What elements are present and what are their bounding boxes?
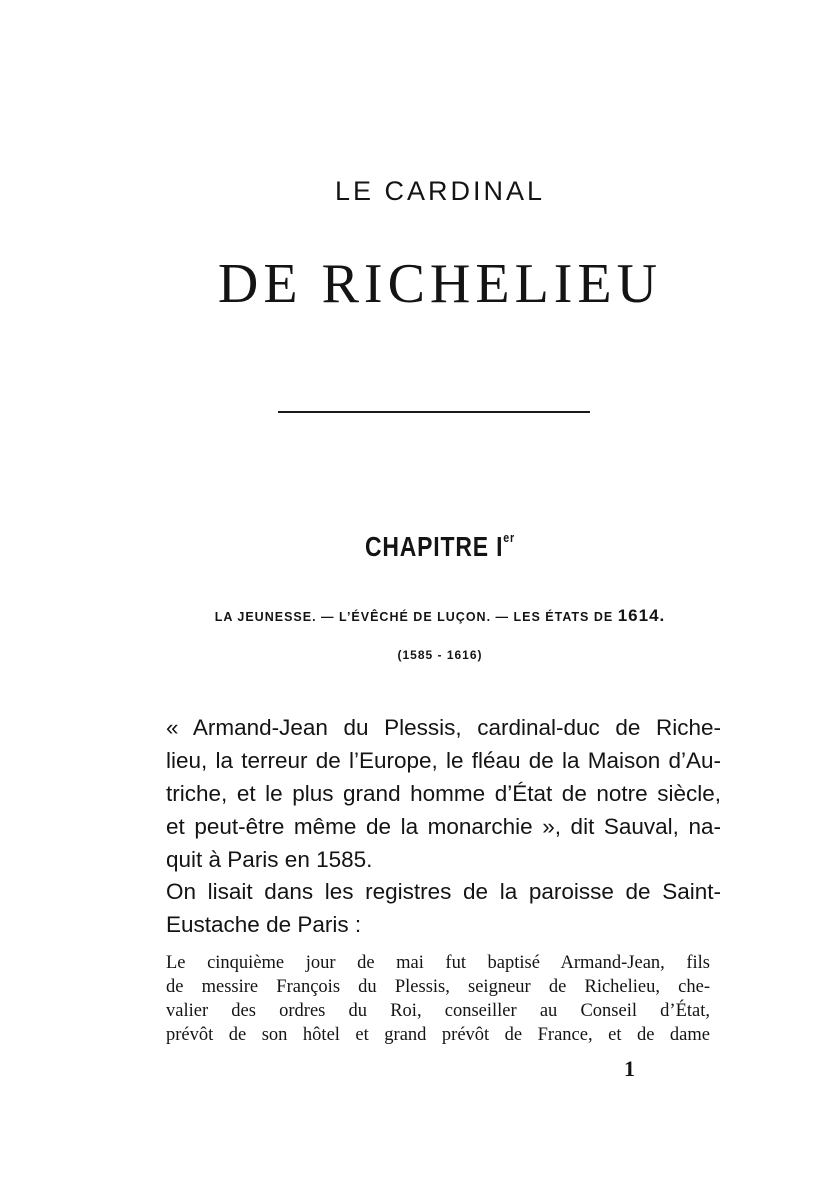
paragraph-line: quit à Paris en 1585. bbox=[166, 847, 373, 872]
chapter-subtitle-text: LA JEUNESSE. — L’ÉVÊCHÉ DE LUÇON. — LES ÉTATS DE bbox=[214, 610, 618, 624]
chapter-heading-text: CHAPITRE I bbox=[364, 531, 504, 562]
chapter-subtitle-year: 1614. bbox=[617, 606, 666, 625]
paragraph-line: « Armand-Jean du Plessis, cardinal-duc de Riche- bbox=[166, 715, 721, 740]
quote-line: prévôt de son hôtel et grand prévôt de France, et de dame bbox=[166, 1025, 710, 1045]
quote-line: valier des ordres du Roi, conseiller au Conseil d’État, bbox=[166, 1001, 710, 1021]
chapter-heading-superscript: er bbox=[503, 530, 516, 545]
chapter-dates: (1585 - 1616) bbox=[397, 648, 483, 662]
paragraph-line: et peut-être même de la monarchie », dit Sauval, na- bbox=[166, 814, 721, 839]
paragraph-line: triche, et le plus grand homme d’État de notre siècle, bbox=[166, 781, 721, 806]
book-title-line1: LE CARDINAL bbox=[334, 176, 546, 206]
paragraph-line: On lisait dans les registres de la paroisse de Saint- bbox=[166, 879, 721, 904]
page-number: 1 bbox=[624, 1056, 635, 1081]
paragraph-line: lieu, la terreur de l’Europe, le fléau de la Maison d’Au- bbox=[166, 748, 721, 773]
paragraph-1 bbox=[166, 711, 721, 876]
book-title-line2: DE RICHELIEU bbox=[217, 253, 663, 315]
paragraph-line: Eustache de Paris : bbox=[166, 912, 362, 937]
quote-line: Le cinquième jour de mai fut baptisé Armand-Jean, fils bbox=[166, 953, 710, 973]
quote-line: de messire François du Plessis, seigneur de Richelieu, che- bbox=[166, 977, 710, 997]
title-divider-rule bbox=[278, 411, 590, 413]
baptism-record-quote bbox=[166, 951, 710, 1047]
chapter-subtitle bbox=[160, 606, 720, 626]
paragraph-2 bbox=[166, 875, 721, 941]
chapter-heading bbox=[79, 530, 801, 563]
